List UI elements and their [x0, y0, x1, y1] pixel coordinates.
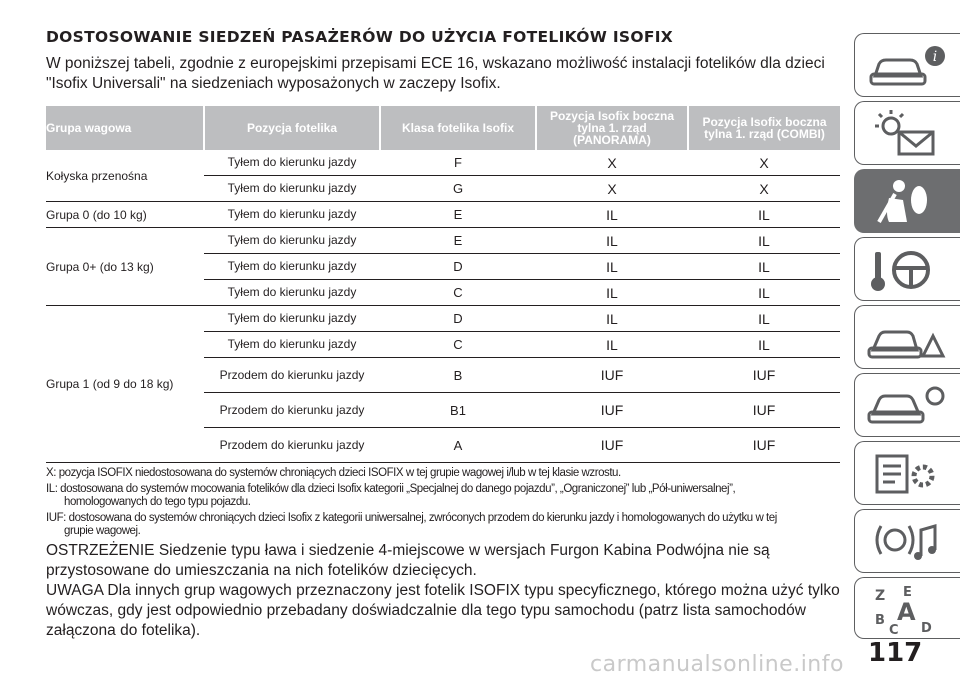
cell-panorama: IUF	[536, 393, 688, 428]
cell-class: E	[380, 202, 536, 228]
cell-position: Tyłem do kierunku jazdy	[204, 306, 380, 332]
header-seat-position: Pozycja fotelika	[204, 106, 380, 150]
cell-position: Przodem do kierunku jazdy	[204, 393, 380, 428]
note-x: X: pozycja ISOFIX niedostosowana do systemów chroniących dzieci ISOFIX w tej grupie wagowej i/lub w tej klasie wzrostu.	[46, 467, 621, 479]
cell-position: Tyłem do kierunku jazdy	[204, 176, 380, 202]
tab-technical-data[interactable]	[854, 441, 960, 505]
tab-starting-driving[interactable]	[854, 237, 960, 301]
cell-panorama: IUF	[536, 428, 688, 463]
cell-combi: IL	[688, 332, 840, 358]
cell-panorama: X	[536, 150, 688, 176]
watermark: carmanualsonline.info	[590, 652, 844, 677]
svg-text:D: D	[921, 621, 932, 636]
intro-paragraph: W poniższej tabeli, zgodnie z europejskimi przepisami ECE 16, wskazano możliwość instalacji fotelików dla dzieci "Isofix Universali" na siedzeniach wyposażonych w zaczepy Isofix.	[46, 55, 825, 92]
cell-class: D	[380, 254, 536, 280]
cell-group: Grupa 0+ (do 13 kg)	[46, 228, 204, 306]
cell-combi: IUF	[688, 358, 840, 393]
cell-class: B	[380, 358, 536, 393]
cell-group: Grupa 1 (od 9 do 18 kg)	[46, 306, 204, 463]
car-service-icon	[855, 374, 960, 436]
svg-text:i: i	[932, 49, 938, 65]
cell-combi: IUF	[688, 393, 840, 428]
header-combi: Pozycja Isofix boczna tylna 1. rząd (COMBI)	[688, 106, 840, 150]
tab-index[interactable]	[854, 577, 960, 639]
technical-data-icon	[855, 442, 960, 504]
page-content	[46, 28, 840, 641]
cell-combi: IL	[688, 254, 840, 280]
caution-paragraph: UWAGA Dla innych grup wagowych przeznaczony jest fotelik ISOFIX typu specyficznego, którego można użyć tylko wówczas, gdy jest odpowiednio przebadany doświadczalnie dla tego typu samochodu (patrz lista samochodów załączona do fotelika).	[46, 582, 840, 639]
note-iuf-line1: IUF: dostosowana do systemów chroniących dzieci Isofix z kategorii uniwersalnej, zwróconych przodem do kierunku jazdy i homologowanych do użytku w tej	[46, 512, 777, 524]
cell-position: Tyłem do kierunku jazdy	[204, 202, 380, 228]
cell-position: Przodem do kierunku jazdy	[204, 358, 380, 393]
table-row	[46, 150, 840, 176]
cell-panorama: IL	[536, 306, 688, 332]
svg-text:A: A	[897, 598, 916, 626]
page-number: 117	[868, 638, 923, 668]
tab-multimedia[interactable]	[854, 509, 960, 573]
table-row	[46, 228, 840, 254]
tab-warning-lights[interactable]	[854, 101, 960, 165]
svg-text:B: B	[875, 613, 885, 628]
cell-class: C	[380, 280, 536, 306]
table-row	[46, 202, 840, 228]
cell-panorama: IL	[536, 280, 688, 306]
cell-position: Tyłem do kierunku jazdy	[204, 228, 380, 254]
cell-class: F	[380, 150, 536, 176]
multimedia-icon	[855, 510, 960, 572]
warning-paragraph: OSTRZEŻENIE Siedzenie typu ława i siedzenie 4-miejscowe w wersjach Furgon Kabina Podwójna nie są przystosowane do umieszczania na nich fotelików dziecięcych.	[46, 542, 770, 579]
cell-combi: IUF	[688, 428, 840, 463]
cell-panorama: IL	[536, 228, 688, 254]
key-steering-wheel-icon	[855, 238, 960, 300]
header-isofix-class: Klasa fotelika Isofix	[380, 106, 536, 150]
cell-class: G	[380, 176, 536, 202]
table-row	[46, 306, 840, 332]
note-iuf-line2: grupie wagowej.	[64, 525, 141, 537]
section-heading: DOSTOSOWANIE SIEDZEŃ PASAŻERÓW DO UŻYCIA FOTELIKÓW ISOFIX	[46, 28, 674, 46]
tab-safety[interactable]	[854, 169, 960, 233]
svg-text:C: C	[889, 623, 899, 638]
cell-panorama: X	[536, 176, 688, 202]
table-header-row	[46, 106, 840, 150]
alphabetical-index-icon	[855, 578, 960, 638]
cell-class: B1	[380, 393, 536, 428]
cell-class: D	[380, 306, 536, 332]
tab-emergency[interactable]	[854, 305, 960, 369]
header-panorama: Pozycja Isofix boczna tylna 1. rząd (PANORAMA)	[536, 106, 688, 150]
cell-group: Kołyska przenośna	[46, 150, 204, 202]
warning-lights-icon	[855, 102, 960, 164]
table-notes	[46, 467, 840, 538]
svg-text:E: E	[903, 585, 912, 600]
note-il-line1: IL: dostosowana do systemów mocowania fotelików dla dzieci Isofix kategorii „Specjalnej do danego pojazdu”, „Ograniczonej” lub „Pół-uniwersalnej”,	[46, 483, 736, 495]
cell-combi: IL	[688, 280, 840, 306]
cell-position: Tyłem do kierunku jazdy	[204, 332, 380, 358]
cell-combi: X	[688, 176, 840, 202]
cell-combi: IL	[688, 202, 840, 228]
note-il-line2: homologowanych do tego typu pojazdu.	[64, 496, 251, 508]
cell-class: E	[380, 228, 536, 254]
breakdown-icon	[855, 306, 960, 368]
cell-position: Przodem do kierunku jazdy	[204, 428, 380, 463]
car-info-icon	[855, 34, 960, 96]
tab-car-info[interactable]	[854, 33, 960, 97]
cell-combi: IL	[688, 228, 840, 254]
cell-combi: IL	[688, 306, 840, 332]
cell-combi: X	[688, 150, 840, 176]
airbag-seat-icon	[855, 170, 960, 232]
cell-class: A	[380, 428, 536, 463]
svg-text:Z: Z	[875, 588, 886, 604]
note-il	[46, 483, 840, 509]
cell-panorama: IL	[536, 332, 688, 358]
cell-panorama: IUF	[536, 358, 688, 393]
cell-class: C	[380, 332, 536, 358]
cell-panorama: IL	[536, 254, 688, 280]
cell-position: Tyłem do kierunku jazdy	[204, 150, 380, 176]
isofix-table	[46, 106, 840, 463]
tab-maintenance[interactable]	[854, 373, 960, 437]
cell-group: Grupa 0 (do 10 kg)	[46, 202, 204, 228]
cell-position: Tyłem do kierunku jazdy	[204, 280, 380, 306]
note-iuf	[46, 512, 840, 538]
header-weight-group: Grupa wagowa	[46, 106, 204, 150]
cell-panorama: IL	[536, 202, 688, 228]
cell-position: Tyłem do kierunku jazdy	[204, 254, 380, 280]
